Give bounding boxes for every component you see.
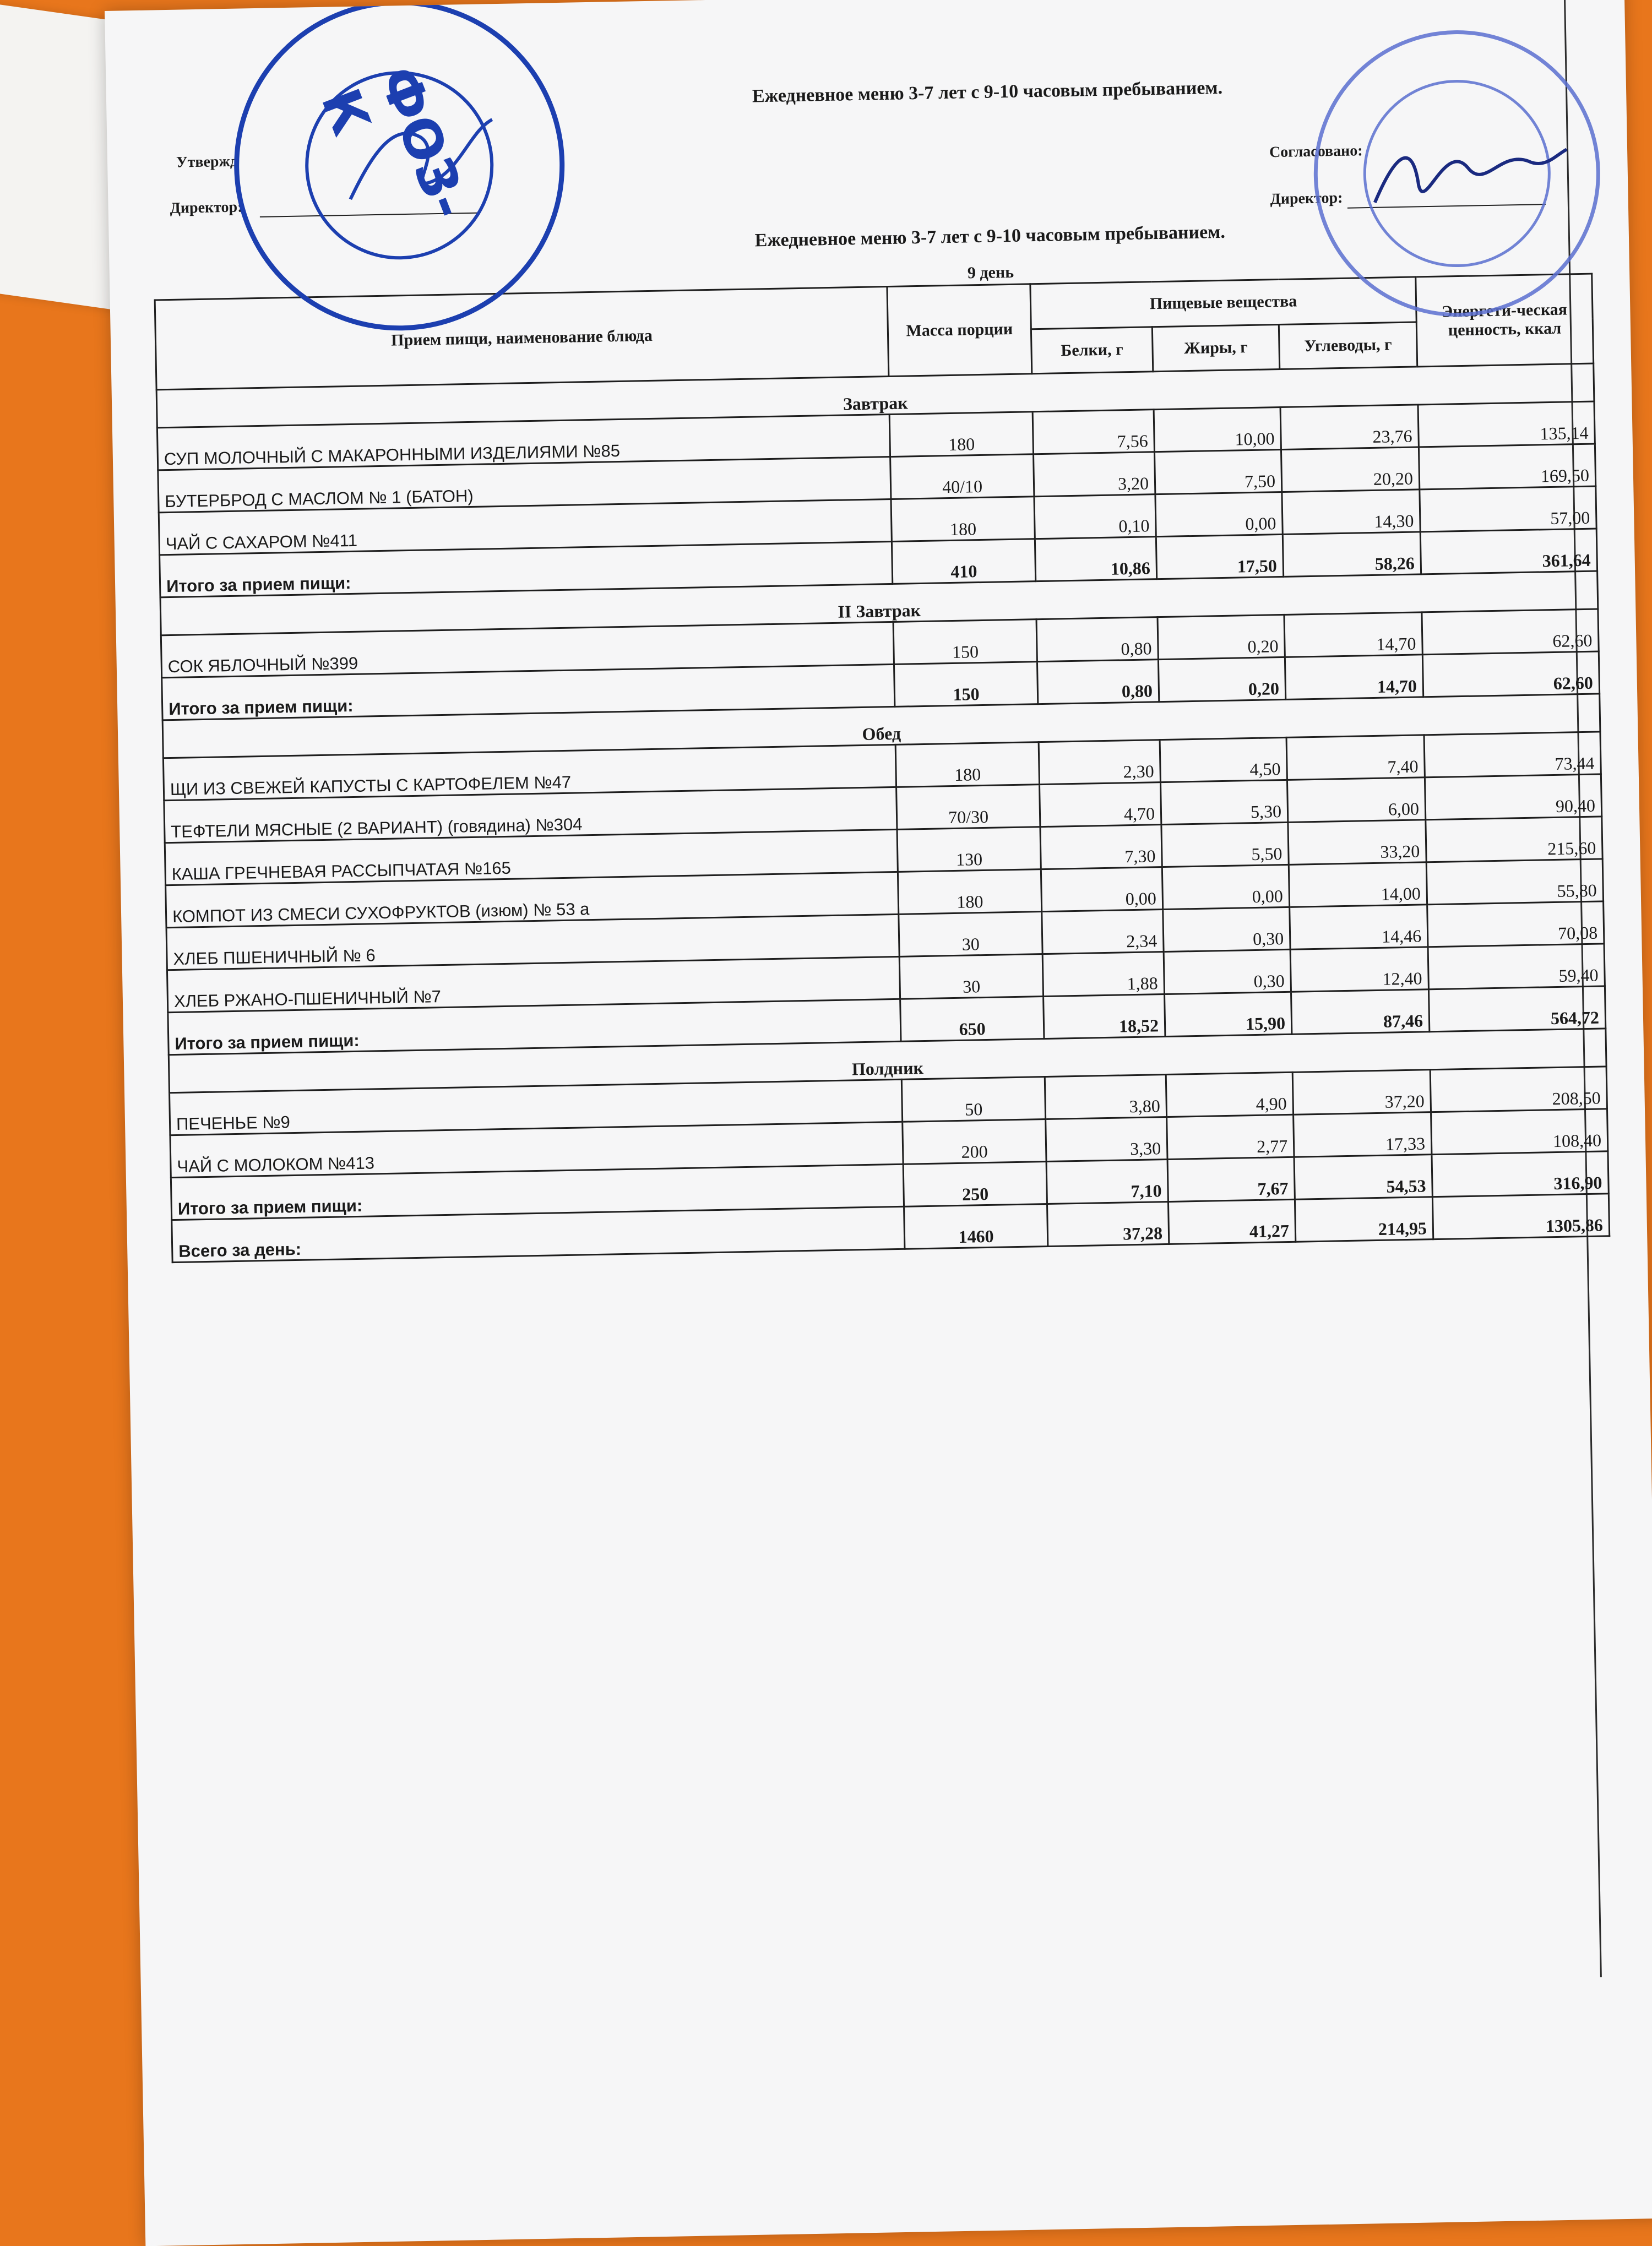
- agreed-label: Согласовано:: [1269, 142, 1363, 161]
- protein-value: 7,10: [1046, 1159, 1168, 1204]
- protein-value: 0,10: [1034, 494, 1156, 539]
- portion-mass: 130: [897, 827, 1041, 872]
- carbs-value: 14,30: [1282, 490, 1420, 535]
- energy-value: 316,90: [1432, 1151, 1608, 1197]
- menu-document: [105, 0, 1652, 2246]
- energy-value: 361,64: [1420, 529, 1597, 574]
- dish-name: ХЛЕБ РЖАНО-ПШЕНИЧНЫЙ №7: [167, 956, 900, 1012]
- stamp-center-text: ФОЗ-К: [309, 58, 481, 227]
- protein-value: 0,80: [1037, 660, 1159, 704]
- energy-value: 70,08: [1427, 901, 1604, 947]
- fat-value: 5,50: [1161, 822, 1289, 867]
- carbs-value: 12,40: [1290, 947, 1428, 992]
- fat-value: 7,50: [1154, 449, 1281, 494]
- portion-mass: 180: [891, 497, 1035, 542]
- dish-name: Итого за прием пищи:: [168, 999, 901, 1054]
- fat-value: 17,50: [1156, 534, 1283, 579]
- dish-name: СУП МОЛОЧНЫЙ С МАКАРОННЫМИ ИЗДЕЛИЯМИ №85: [157, 415, 890, 470]
- section-title: II Завтрак: [160, 571, 1598, 635]
- dish-name: ЩИ ИЗ СВЕЖЕЙ КАПУСТЫ С КАРТОФЕЛЕМ №47: [163, 744, 896, 800]
- protein-value: 18,52: [1044, 994, 1165, 1039]
- protein-value: 4,70: [1040, 782, 1161, 827]
- fat-value: 41,27: [1168, 1199, 1295, 1244]
- portion-mass: 30: [899, 912, 1042, 957]
- portion-mass: 180: [895, 742, 1039, 787]
- dish-name: БУТЕРБРОД С МАСЛОМ № 1 (БАТОН): [158, 456, 891, 512]
- energy-value: 59,40: [1428, 944, 1605, 989]
- carbs-value: 7,40: [1286, 735, 1425, 780]
- portion-mass: 250: [903, 1162, 1047, 1207]
- energy-value: 73,44: [1424, 732, 1601, 777]
- energy-value: 62,60: [1422, 609, 1599, 655]
- menu-table: [154, 273, 1611, 1264]
- fat-value: 0,00: [1162, 864, 1289, 909]
- carbs-value: 87,46: [1291, 989, 1430, 1035]
- portion-mass: 40/10: [890, 454, 1034, 499]
- protein-value: 3,30: [1046, 1117, 1167, 1161]
- header-protein: Белки, г: [1031, 327, 1153, 374]
- dish-name: Всего за день:: [172, 1206, 905, 1262]
- dish-name: Итого за прием пищи:: [171, 1164, 904, 1220]
- dish-name: ТЕФТЕЛИ МЯСНЫЕ (2 ВАРИАНТ) (говядина) №304: [164, 787, 897, 842]
- portion-mass: 200: [903, 1119, 1046, 1165]
- energy-value: 564,72: [1428, 986, 1605, 1032]
- protein-value: 3,80: [1045, 1075, 1166, 1119]
- energy-value: 55,80: [1426, 859, 1603, 905]
- portion-mass: 150: [893, 619, 1037, 665]
- fat-value: 2,77: [1167, 1114, 1294, 1159]
- energy-value: 57,00: [1420, 486, 1596, 532]
- header-meal: Прием пищи, наименование блюда: [155, 287, 889, 390]
- director-left-label: Директор:: [170, 198, 243, 217]
- dish-name: ЧАЙ С САХАРОМ №411: [159, 499, 892, 554]
- protein-value: 7,56: [1032, 410, 1154, 454]
- carbs-value: 14,70: [1285, 655, 1423, 700]
- fat-value: 0,30: [1164, 949, 1291, 994]
- fat-value: 0,20: [1158, 614, 1285, 659]
- header-nutrients: Пищевые вещества: [1030, 277, 1416, 329]
- carbs-value: 23,76: [1280, 405, 1419, 450]
- carbs-value: 20,20: [1281, 447, 1419, 492]
- energy-value: 62,60: [1422, 651, 1599, 697]
- carbs-value: 14,46: [1290, 905, 1428, 950]
- director-right-label: Директор:: [1270, 189, 1343, 208]
- protein-value: 2,34: [1042, 910, 1164, 954]
- energy-value: 215,60: [1426, 817, 1602, 862]
- dish-name: КАША ГРЕЧНЕВАЯ РАССЫПЧАТАЯ №165: [165, 829, 898, 885]
- energy-value: 169,50: [1419, 444, 1595, 490]
- carbs-value: 17,33: [1294, 1112, 1432, 1157]
- section-title: Полдник: [169, 1029, 1606, 1093]
- portion-mass: 50: [901, 1077, 1045, 1122]
- fat-value: 7,67: [1167, 1157, 1295, 1201]
- carbs-value: 58,26: [1283, 532, 1421, 577]
- protein-value: 7,30: [1040, 825, 1162, 869]
- fat-value: 15,90: [1165, 992, 1292, 1036]
- protein-value: 1,88: [1042, 952, 1164, 997]
- portion-mass: 30: [899, 954, 1043, 999]
- protein-value: 10,86: [1035, 537, 1156, 581]
- dish-name: ПЕЧЕНЬЕ №9: [170, 1079, 903, 1135]
- fat-value: 4,90: [1166, 1072, 1293, 1117]
- carbs-value: 214,95: [1295, 1197, 1433, 1242]
- protein-value: 37,28: [1047, 1201, 1169, 1246]
- dish-name: Итого за прием пищи:: [160, 541, 893, 597]
- section-title: Обед: [162, 694, 1600, 758]
- protein-value: 2,30: [1039, 740, 1160, 785]
- portion-mass: 650: [900, 997, 1044, 1042]
- fat-value: 0,30: [1163, 907, 1290, 951]
- dish-name: ЧАЙ С МОЛОКОМ №413: [170, 1122, 903, 1177]
- title-main: Ежедневное меню 3-7 лет с 9-10 часовым пребыванием.: [754, 221, 1226, 251]
- carbs-value: 37,20: [1292, 1070, 1431, 1115]
- energy-value: 208,50: [1430, 1067, 1607, 1112]
- portion-mass: 410: [892, 539, 1035, 584]
- title-top: Ежедневное меню 3-7 лет с 9-10 часовым пребыванием.: [752, 77, 1223, 107]
- portion-mass: 70/30: [896, 785, 1040, 830]
- fat-value: 10,00: [1154, 407, 1281, 452]
- dish-name: Итого за прием пищи:: [162, 664, 895, 720]
- energy-value: 108,40: [1431, 1109, 1608, 1155]
- fat-value: 0,20: [1158, 657, 1285, 701]
- day-label: 9 день: [967, 263, 1014, 282]
- fat-value: 4,50: [1160, 737, 1287, 782]
- dish-name: СОК ЯБЛОЧНЫЙ №399: [161, 622, 894, 677]
- portion-mass: 1460: [904, 1204, 1048, 1249]
- protein-value: 0,80: [1036, 617, 1158, 662]
- energy-value: 1305,86: [1432, 1194, 1609, 1239]
- header-carbs: Углеводы, г: [1279, 322, 1417, 369]
- header-fat: Жиры, г: [1152, 324, 1279, 372]
- fat-value: 0,00: [1155, 492, 1283, 536]
- dish-name: ХЛЕБ ПШЕНИЧНЫЙ № 6: [166, 914, 899, 970]
- header-mass: Масса порции: [887, 284, 1032, 377]
- header-energy: Энергети-ческая ценность, ккал: [1416, 274, 1594, 367]
- portion-mass: 180: [889, 412, 1033, 457]
- carbs-value: 14,00: [1289, 862, 1427, 907]
- protein-value: 3,20: [1034, 452, 1155, 497]
- energy-value: 90,40: [1425, 774, 1601, 820]
- energy-value: 135,14: [1418, 401, 1595, 447]
- approved-label: Утвержд: [176, 153, 238, 171]
- carbs-value: 54,53: [1294, 1155, 1432, 1200]
- signature-left: [338, 86, 506, 227]
- signature-right: [1362, 116, 1574, 230]
- carbs-value: 14,70: [1284, 612, 1422, 657]
- dish-name: КОМПОТ ИЗ СМЕСИ СУХОФРУКТОВ (изюм) № 53 а: [166, 872, 899, 927]
- carbs-value: 33,20: [1288, 820, 1426, 865]
- fat-value: 5,30: [1160, 780, 1287, 824]
- portion-mass: 150: [894, 662, 1037, 707]
- protein-value: 0,00: [1041, 867, 1162, 912]
- carbs-value: 6,00: [1287, 777, 1425, 823]
- section-title: Завтрак: [156, 363, 1594, 428]
- portion-mass: 180: [898, 869, 1041, 915]
